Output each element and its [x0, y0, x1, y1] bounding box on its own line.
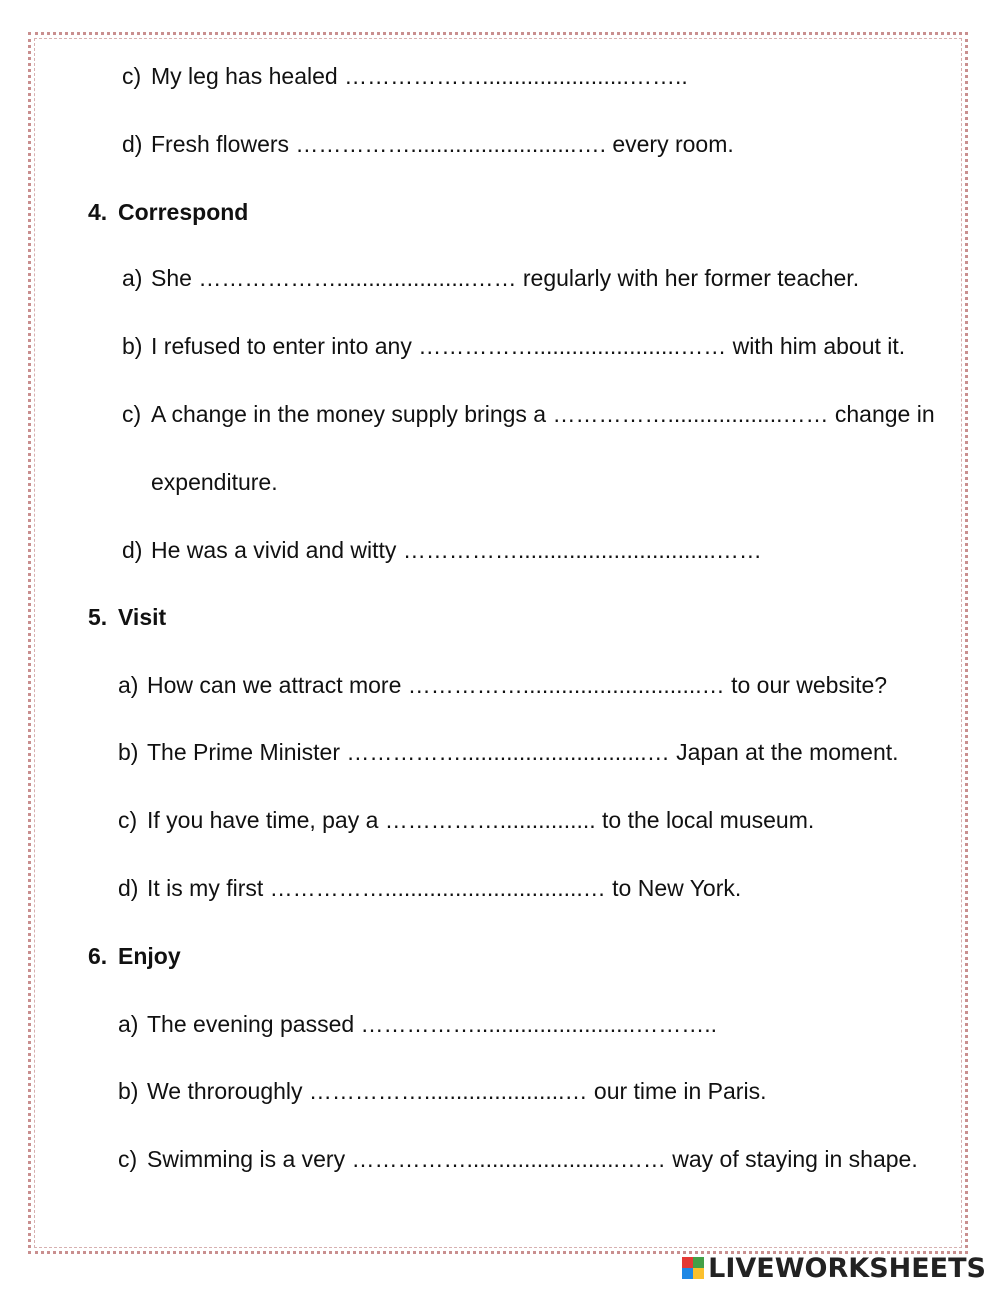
section-number: 6.	[88, 943, 108, 969]
logo-square	[693, 1268, 704, 1279]
section-heading	[88, 942, 181, 970]
list-item	[122, 536, 762, 564]
item-label: c)	[122, 401, 142, 427]
list-item	[118, 1145, 918, 1173]
list-item	[118, 1077, 766, 1105]
section-heading	[88, 198, 248, 226]
section-title: Enjoy	[118, 943, 181, 969]
item-text: Swimming is a very ……………........................…… way of staying in shape.	[147, 1146, 918, 1172]
section-number: 4.	[88, 199, 108, 225]
item-text: He was a vivid and witty ……………...............................……	[151, 537, 762, 563]
logo-square	[682, 1268, 693, 1279]
item-label: b)	[122, 333, 143, 359]
section-title: Correspond	[118, 199, 249, 225]
list-item	[118, 1010, 717, 1038]
item-text: The Prime Minister …………….............................… Japan at the moment.	[147, 739, 899, 765]
item-label: a)	[118, 1011, 139, 1037]
item-text: My leg has healed ……………….......................……..	[151, 63, 688, 89]
item-text: A change in the money supply brings a ……………..................…… change in	[151, 401, 935, 427]
logo-square	[682, 1257, 693, 1268]
item-text: I refused to enter into any …………….......................…… with him about it.	[151, 333, 906, 359]
list-item	[118, 738, 899, 766]
brand-name: LIVEWORKSHEETS	[708, 1252, 986, 1284]
item-text: She ……………….....................…… regularly with her former teacher.	[151, 265, 860, 291]
item-text: How can we attract more ……………............................… to our website?	[147, 672, 888, 698]
list-item	[122, 130, 734, 158]
list-item	[122, 400, 935, 428]
list-item	[118, 806, 814, 834]
item-label: d)	[122, 537, 143, 563]
item-label: a)	[122, 265, 143, 291]
list-item	[118, 874, 741, 902]
item-text: expenditure.	[151, 469, 278, 495]
section-heading	[88, 603, 166, 631]
item-text: It is my first ……………...............................… to New York.	[147, 875, 742, 901]
list-item	[118, 671, 887, 699]
list-item	[122, 264, 859, 292]
item-label: b)	[118, 739, 139, 765]
liveworksheets-logo[interactable]	[682, 1251, 986, 1285]
list-item	[122, 332, 905, 360]
item-text: We throroughly ……………......................… our time in Paris.	[147, 1078, 767, 1104]
item-text: If you have time, pay a ……………............... to the local museum.	[147, 807, 815, 833]
section-title: Visit	[118, 604, 167, 630]
item-label: c)	[118, 1146, 138, 1172]
item-label: c)	[122, 63, 142, 89]
item-text: Fresh flowers ……………..........................…. every room.	[151, 131, 734, 157]
item-label: c)	[118, 807, 138, 833]
item-label: d)	[122, 131, 143, 157]
list-item-continuation	[151, 468, 278, 496]
item-label: a)	[118, 672, 139, 698]
item-text: The evening passed …………….........................………..	[147, 1011, 718, 1037]
logo-square	[693, 1257, 704, 1268]
item-label: d)	[118, 875, 139, 901]
logo-icon	[682, 1257, 704, 1279]
section-number: 5.	[88, 604, 108, 630]
item-label: b)	[118, 1078, 139, 1104]
list-item	[122, 62, 688, 90]
